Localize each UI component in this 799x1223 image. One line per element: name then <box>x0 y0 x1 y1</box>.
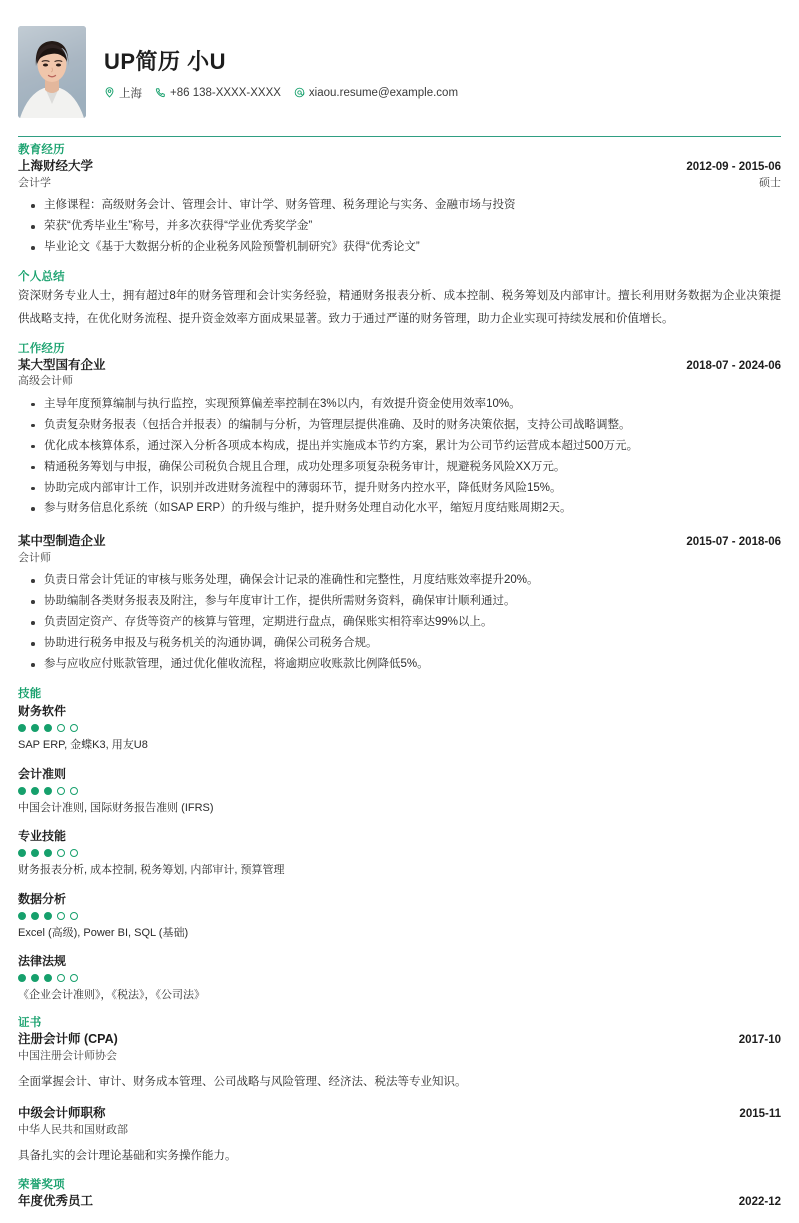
certificate-issuer: 中国注册会计师协会 <box>18 1049 117 1062</box>
skill-block <box>18 890 781 942</box>
education-degree: 硕士 <box>759 176 781 189</box>
skill-name: 法律法规 <box>18 954 67 969</box>
contact-phone-text: +86 138-XXXX-XXXX <box>170 86 281 99</box>
skill-desc: Excel (高级), Power BI, SQL (基础) <box>18 926 189 939</box>
section-title-skills: 技能 <box>18 687 42 700</box>
skill-dot-filled <box>18 787 26 795</box>
skill-dot-filled <box>44 974 52 982</box>
section-education <box>18 136 781 258</box>
section-skills <box>18 687 781 1004</box>
contact-location <box>104 85 142 101</box>
skill-dot-empty <box>70 912 78 920</box>
skills-list <box>18 702 781 1004</box>
section-title-work: 工作经历 <box>18 342 65 355</box>
summary-text: 资深财务专业人士，拥有超过8年的财务管理和会计实务经验，精通财务报表分析、成本控制、税务筹划及内部审计。擅长利用财务数据为企业决策提供战略支持，在优化财务流程、提升资金效率方面成果显著。致力于通过严谨的财务管理，助力企业实现可持续发展和价值增长。 <box>18 290 781 325</box>
skill-dot-empty <box>57 912 65 920</box>
work-bullets <box>18 570 781 675</box>
skill-block <box>18 827 781 879</box>
award-date: 2022-12 <box>738 1196 781 1209</box>
work-entry <box>18 357 781 519</box>
skill-block <box>18 702 781 754</box>
skill-name: 财务软件 <box>18 704 67 719</box>
skill-dot-empty <box>70 974 78 982</box>
skill-block <box>18 765 781 817</box>
header-text-block <box>104 43 467 100</box>
certificate-entry <box>18 1105 781 1165</box>
skill-dot-empty <box>70 724 78 732</box>
education-date: 2012-09 - 2015-06 <box>686 161 781 174</box>
location-pin-icon <box>104 87 115 98</box>
skill-desc: SAP ERP, 金蝶K3, 用友U8 <box>18 739 148 752</box>
certificate-entry <box>18 1031 781 1091</box>
skill-dot-empty <box>57 724 65 732</box>
certificate-date: 2017-10 <box>738 1034 781 1047</box>
list-item: 协助进行税务申报及与税务机关的沟通协调，确保公司税务合规。 <box>18 633 781 654</box>
list-item: 主导年度预算编制与执行监控，实现预算偏差率控制在3%以内，有效提升资金使用效率10%。 <box>18 394 781 415</box>
section-summary <box>18 270 781 330</box>
section-work <box>18 342 781 675</box>
section-divider <box>18 136 781 137</box>
skill-level-dots <box>18 912 781 920</box>
section-awards <box>18 1178 781 1211</box>
work-company: 某中型制造企业 <box>18 534 106 549</box>
list-item: 参与财务信息化系统（如SAP ERP）的升级与维护，提升财务处理自动化水平，缩短月度结账周期2天。 <box>18 498 781 519</box>
list-item: 精通税务筹划与申报，确保公司税负合规且合理，成功处理多项复杂税务审计，规避税务风险XX万元。 <box>18 457 781 478</box>
skill-dot-empty <box>57 849 65 857</box>
contact-email <box>294 87 458 99</box>
list-item: 毕业论文《基于大数据分析的企业税务风险预警机制研究》获得“优秀论文” <box>18 237 781 258</box>
award-entry <box>18 1193 781 1211</box>
resume-header <box>18 22 781 136</box>
skill-name: 专业技能 <box>18 829 67 844</box>
phone-icon <box>155 87 166 98</box>
skill-name: 会计准则 <box>18 766 67 781</box>
skill-dot-empty <box>70 849 78 857</box>
skill-level-dots <box>18 849 781 857</box>
skill-dot-filled <box>44 912 52 920</box>
skill-dot-filled <box>44 787 52 795</box>
skill-level-dots <box>18 787 781 795</box>
certificate-issuer: 中华人民共和国财政部 <box>18 1123 128 1136</box>
section-title-awards: 荣誉奖项 <box>18 1178 65 1191</box>
education-entry <box>18 158 781 258</box>
skill-dot-filled <box>31 849 39 857</box>
avatar <box>18 26 86 118</box>
skill-desc: 财务报表分析, 成本控制, 税务筹划, 内部审计, 预算管理 <box>18 864 285 877</box>
list-item: 负责固定资产、存货等资产的核算与管理，定期进行盘点，确保账实相符率达99%以上。 <box>18 612 781 633</box>
award-name: 年度优秀员工 <box>18 1194 94 1209</box>
list-item: 负责日常会计凭证的审核与账务处理，确保会计记录的准确性和完整性，月度结账效率提升20%。 <box>18 570 781 591</box>
contact-location-text: 上海 <box>119 87 142 100</box>
education-school: 上海财经大学 <box>18 159 94 174</box>
work-entry <box>18 533 781 675</box>
page-title: UP简历 小U <box>104 49 227 75</box>
certificate-name: 中级会计师职称 <box>18 1106 106 1121</box>
list-item: 优化成本核算体系，通过深入分析各项成本构成，提出并实施成本节约方案，累计为公司节约运营成本超过500万元。 <box>18 436 781 457</box>
skill-name: 数据分析 <box>18 891 67 906</box>
skill-dot-filled <box>18 912 26 920</box>
list-item: 负责复杂财务报表（包括合并报表）的编制与分析，为管理层提供准确、及时的财务决策依据，支持公司战略调整。 <box>18 415 781 436</box>
education-bullets <box>18 195 781 258</box>
skill-dot-filled <box>31 974 39 982</box>
work-bullets <box>18 394 781 520</box>
skill-dot-filled <box>31 912 39 920</box>
skill-dot-filled <box>18 974 26 982</box>
skill-level-dots <box>18 724 781 732</box>
work-date: 2018-07 - 2024-06 <box>686 359 781 372</box>
certificate-desc: 具备扎实的会计理论基础和实务操作能力。 <box>18 1150 237 1163</box>
contact-phone <box>155 87 281 99</box>
list-item: 主修课程：高级财务会计、管理会计、审计学、财务管理、税务理论与实务、金融市场与投资 <box>18 195 781 216</box>
skill-block <box>18 952 781 1004</box>
contact-email-text: xiaou.resume@example.com <box>308 86 459 99</box>
skill-level-dots <box>18 974 781 982</box>
skill-dot-empty <box>57 787 65 795</box>
email-at-icon <box>294 87 305 98</box>
section-certificates <box>18 1016 781 1166</box>
skill-dot-filled <box>18 724 26 732</box>
skill-desc: 中国会计准则, 国际财务报告准则 (IFRS) <box>18 801 214 814</box>
skill-dot-filled <box>44 849 52 857</box>
work-date: 2015-07 - 2018-06 <box>686 536 781 549</box>
work-role: 高级会计师 <box>18 375 73 388</box>
section-title-summary: 个人总结 <box>18 271 65 284</box>
skill-dot-filled <box>18 849 26 857</box>
work-role: 会计师 <box>18 551 51 564</box>
skill-desc: 《企业会计准则》，《税法》，《公司法》 <box>18 989 205 1002</box>
certificate-name: 注册会计师 (CPA) <box>18 1032 118 1047</box>
section-title-education: 教育经历 <box>18 144 65 156</box>
skill-dot-filled <box>31 724 39 732</box>
skill-dot-empty <box>70 787 78 795</box>
list-item: 协助编制各类财务报表及附注，参与年度审计工作，提供所需财务资料，确保审计顺利通过。 <box>18 591 781 612</box>
education-major: 会计学 <box>18 176 51 189</box>
list-item: 协助完成内部审计工作，识别并改进财务流程中的薄弱环节，提升财务内控水平，降低财务风险15%。 <box>18 478 781 499</box>
certificate-date: 2015-11 <box>739 1108 781 1121</box>
work-company: 某大型国有企业 <box>18 357 106 372</box>
contact-list <box>104 85 467 101</box>
skill-dot-empty <box>57 974 65 982</box>
section-title-certificates: 证书 <box>18 1016 42 1029</box>
list-item: 荣获“优秀毕业生”称号，并多次获得“学业优秀奖学金” <box>18 216 781 237</box>
skill-dot-filled <box>44 724 52 732</box>
list-item: 参与应收应付账款管理，通过优化催收流程，将逾期应收账款比例降低5%。 <box>18 654 781 675</box>
skill-dot-filled <box>31 787 39 795</box>
certificate-desc: 全面掌握会计、审计、财务成本管理、公司战略与风险管理、经济法、税法等专业知识。 <box>18 1076 467 1089</box>
